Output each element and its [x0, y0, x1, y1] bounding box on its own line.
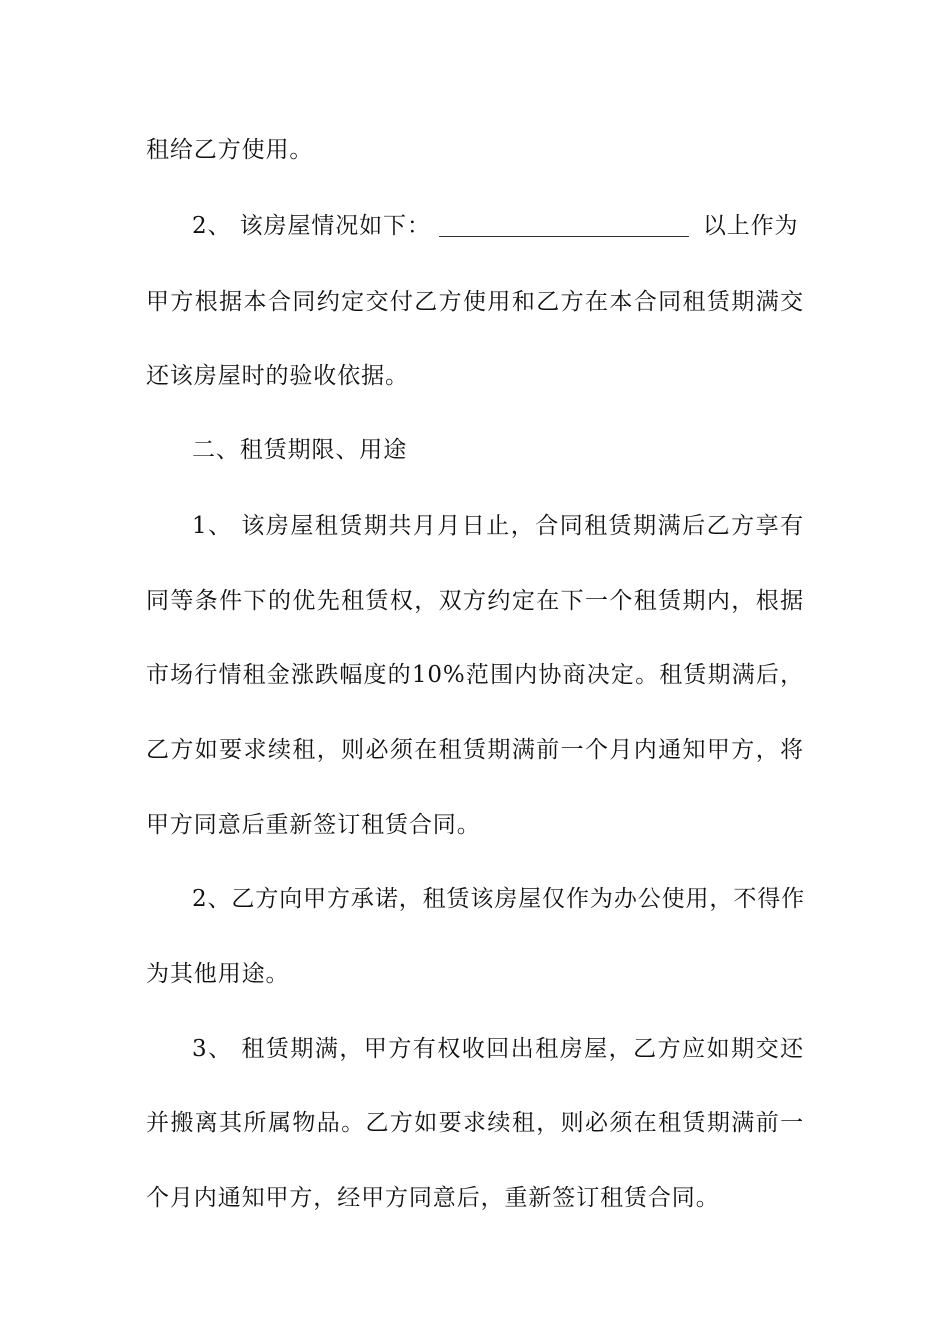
- line-text: 租给乙方使用。: [146, 137, 314, 163]
- text-line: [146, 655, 804, 695]
- line-text: 甲方根据本合同约定交付乙方使用和乙方在本合同租赁期满交: [146, 289, 804, 315]
- text-line: [146, 130, 804, 170]
- fill-in-blank: [439, 218, 689, 237]
- line-text: 2、乙方向甲方承诺，租赁该房屋仅作为办公使用，不得作: [192, 886, 806, 912]
- line-text: 1、 该房屋租赁期共月月日止，合同租赁期满后乙方享有: [192, 513, 804, 539]
- line-text: 为其他用途。: [146, 961, 290, 987]
- text-line: [146, 356, 804, 396]
- line-text: 市场行情租金涨跌幅度的10%范围内协商决定。租赁期满后，: [146, 662, 804, 688]
- line-text: 3、 租赁期满，甲方有权收回出租房屋，乙方应如期交还: [192, 1036, 804, 1062]
- text-line: [146, 1103, 804, 1143]
- text-line: [192, 506, 804, 546]
- line-text: 甲方同意后重新签订租赁合同。: [146, 812, 481, 838]
- line-text: 还该房屋时的验收依据。: [146, 363, 409, 389]
- text-line: [146, 730, 804, 770]
- line-text: 同等条件下的优先租赁权，双方约定在下一个租赁期内，根据: [146, 588, 804, 614]
- heading-text: 二、租赁期限、用途: [192, 437, 408, 463]
- text-line-with-blank: [192, 206, 804, 246]
- line-text: 2、 该房屋情况如下：: [192, 213, 431, 239]
- line-text: 以上作为: [702, 213, 799, 239]
- line-text: 乙方如要求续租，则必须在租赁期满前一个月内通知甲方，将: [146, 737, 804, 763]
- text-line: [146, 581, 804, 621]
- text-line: [146, 282, 804, 322]
- section-heading: [192, 430, 804, 470]
- text-line: [192, 879, 804, 919]
- text-line: [146, 805, 804, 845]
- line-text: 并搬离其所属物品。乙方如要求续租，则必须在租赁期满前一: [146, 1110, 804, 1136]
- line-text: 个月内通知甲方，经甲方同意后，重新签订租赁合同。: [146, 1185, 720, 1211]
- text-line: [192, 1029, 804, 1069]
- text-line: [146, 1178, 804, 1218]
- text-line: [146, 954, 804, 994]
